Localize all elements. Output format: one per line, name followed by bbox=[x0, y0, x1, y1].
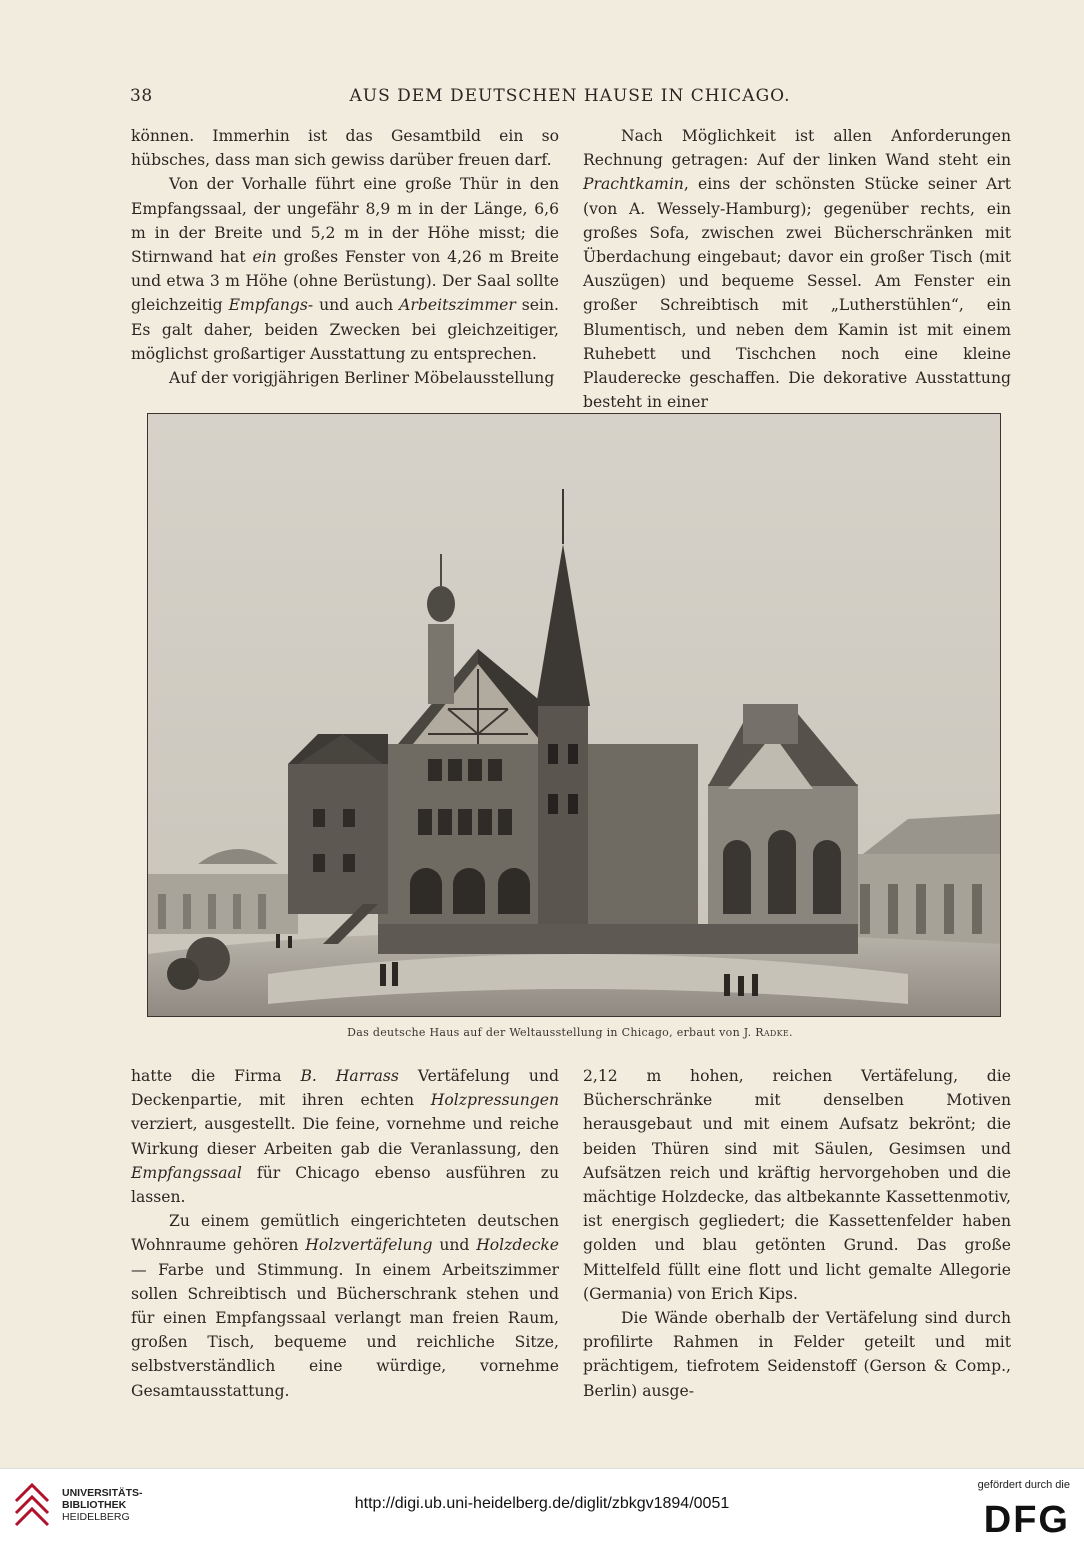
body-text: — Farbe und Stimmung. In einem Arbeitszimmer sollen Schreibtisch und Bücherschrank stehen und für einen Empfangssaal verlangt man freien Raum, großen Tisch, bequeme und reichliche Sitze, selbstverständlich eine würdige, vornehme Gesamtausstattung. bbox=[131, 1260, 559, 1400]
paragraph bbox=[131, 366, 559, 390]
body-text: und auch bbox=[313, 296, 400, 315]
emphasis-text: Empfangssaal bbox=[131, 1163, 242, 1182]
library-line: UNIVERSITÄTS- bbox=[62, 1487, 143, 1499]
emphasis-text: Empfangs- bbox=[228, 296, 314, 315]
paragraph bbox=[583, 124, 1011, 414]
library-line: BIBLIOTHEK bbox=[62, 1499, 127, 1511]
emphasis-text: Arbeitszimmer bbox=[399, 296, 516, 315]
caption-author: Radke. bbox=[755, 1026, 793, 1039]
paragraph bbox=[131, 1209, 559, 1403]
footer-bar bbox=[0, 1468, 1084, 1548]
page-header bbox=[130, 86, 1010, 110]
page-number: 38 bbox=[130, 86, 153, 106]
body-text: 2,12 m hohen, reichen Vertäfelung, die Bücherschränke mit denselben Motiven herausgebaut und mit einem Aufsatz bekrönt; die beiden Thüren sind mit Säulen, Gesimsen und Aufsätzen reich und kräftig hervorgehoben und die mächtige Holzdecke, das altbekannte Kassettenmotiv, ist energisch gegliedert; die Kassettenfelder haben golden und blau getönten Grund. Das große Mittelfeld füllt eine flott und licht gemalte Allegorie (Germania) von Erich Kips. bbox=[583, 1067, 1011, 1303]
body-text: hatte die Firma bbox=[131, 1067, 301, 1085]
figure-caption bbox=[130, 1026, 1010, 1039]
emphasis-text: ein bbox=[252, 248, 277, 267]
building-illustration bbox=[147, 413, 1001, 1017]
body-text: Von der Vorhalle führt eine große Thür in den Empfangssaal, der ungefähr 8,9 m in der Länge, 6,6 m in der Breite und 5,2 m in der Höhe misst; die Stirnwand hat bbox=[131, 175, 559, 267]
paragraph bbox=[131, 124, 559, 172]
emphasis-text: B. Harrass bbox=[300, 1067, 399, 1085]
body-text: können. Immerhin ist das Gesamtbild ein so hübsches, dass man sich gewiss darüber freuen darf. bbox=[131, 127, 559, 170]
library-line: HEIDELBERG bbox=[62, 1511, 130, 1523]
building-engraving bbox=[148, 414, 1000, 1016]
top-left-column bbox=[131, 124, 559, 390]
body-text: , eins der schönsten Stücke seiner Art (von A. Wessely-Hamburg); gegenüber rechts, ein großes Sofa, zwischen zwei Bücherschränken mit Überdachung eingebaut; davor ein großer Tisch (mit Auszügen) und bequeme Sessel. Am Fenster ein großer Schreibtisch mit „Lutherstühlen“, ein Blumentisch, und neben dem Kamin ist mit einem Ruhebett und Tischchen noch eine kleine Plauderecke geschaffen. Die dekorative Ausstattung besteht in einer bbox=[583, 175, 1011, 412]
paragraph bbox=[583, 1064, 1011, 1306]
top-right-column bbox=[583, 124, 1011, 414]
body-text: Vertäfelung und Deckenpartie, mit ihren echten bbox=[131, 1067, 559, 1110]
dfg-logo: DFG bbox=[983, 1499, 1070, 1541]
emphasis-text: Prachtkamin bbox=[583, 175, 684, 194]
body-text: sein. Es galt daher, beiden Zwecken bei gleichzeitiger, möglichst großartiger Ausstattung zu entsprechen. bbox=[131, 296, 559, 363]
body-text: und bbox=[432, 1236, 477, 1255]
emphasis-text: Holzdecke bbox=[476, 1236, 559, 1255]
emphasis-text: Holzvertäfelung bbox=[305, 1236, 433, 1255]
paragraph bbox=[131, 1064, 559, 1209]
bottom-left-column bbox=[131, 1064, 559, 1403]
body-text: Die Wände oberhalb der Vertäfelung sind durch profilirte Rahmen in Felder geteilt und mit prächtigem, tiefrotem Seidenstoff (Gerson & Comp., Berlin) ausge- bbox=[583, 1309, 1011, 1400]
body-text: Zu einem gemütlich eingerichteten deutschen Wohnraume gehören bbox=[131, 1212, 559, 1255]
body-text: großes Fenster von 4,26 m Breite und etwa 3 m Höhe (ohne Berüstung). Der Saal sollte gleichzeitig bbox=[131, 248, 560, 315]
paragraph bbox=[131, 172, 559, 366]
paragraph bbox=[583, 1306, 1011, 1403]
caption-text: Das deutsche Haus auf der Weltausstellung in Chicago, erbaut von J. bbox=[347, 1026, 756, 1039]
body-text: Auf der vorigjährigen Berliner Möbelausstellung bbox=[169, 369, 555, 388]
emphasis-text: Holzpressungen bbox=[430, 1091, 559, 1110]
body-text: für Chicago ebenso ausführen zu lassen. bbox=[131, 1163, 559, 1207]
body-text: verziert, ausgestellt. Die feine, vornehme und reiche Wirkung dieser Arbeiten gab die Veranlassung, den bbox=[131, 1115, 559, 1158]
bottom-right-column bbox=[583, 1064, 1011, 1403]
running-title: AUS DEM DEUTSCHEN HAUSE IN CHICAGO. bbox=[349, 86, 791, 106]
permalink-url[interactable]: http://digi.ub.uni-heidelberg.de/diglit/zbkgv1894/0051 bbox=[354, 1495, 730, 1512]
funding-label: gefördert durch die bbox=[977, 1479, 1070, 1491]
body-text: Nach Möglichkeit ist allen Anforderungen Rechnung getragen: Auf der linken Wand steht ein bbox=[583, 127, 1011, 170]
